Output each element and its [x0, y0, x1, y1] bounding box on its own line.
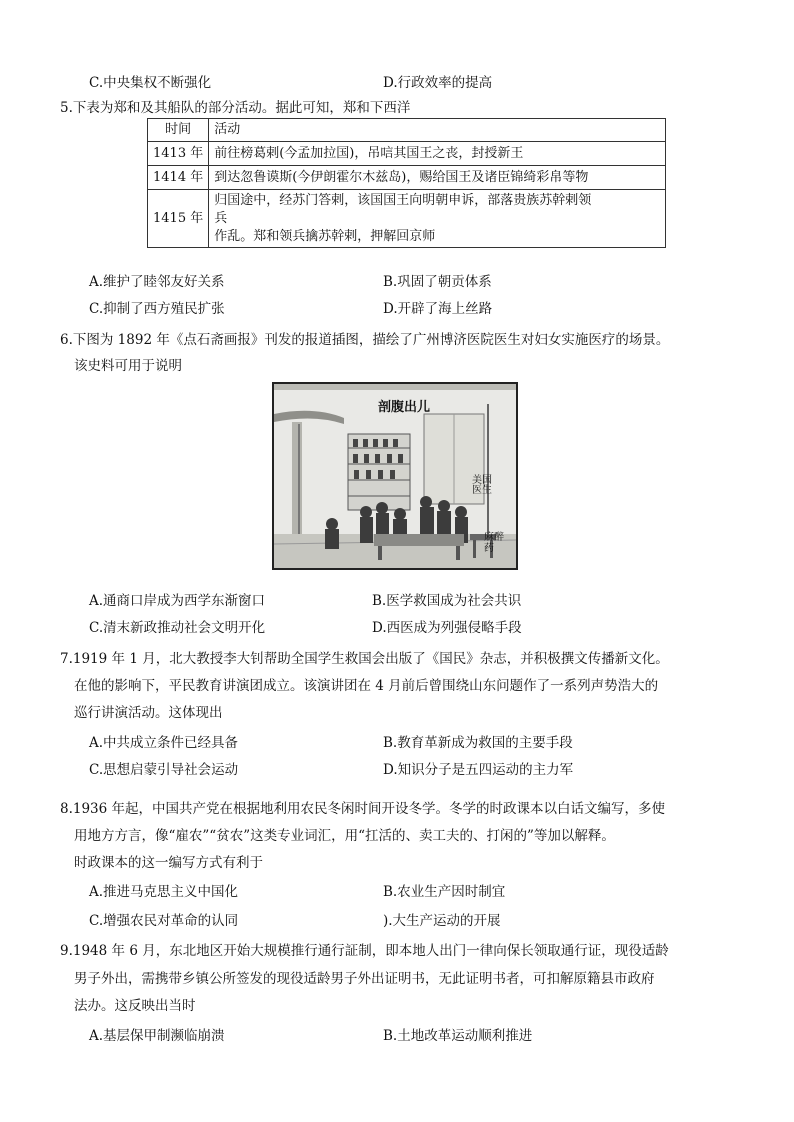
q7-option-c: C.思想启蒙引导社会运动 — [89, 762, 239, 778]
q6-illustration — [272, 382, 518, 570]
q8-option-c: C.增强农民对革命的认同 — [89, 913, 239, 929]
table-row — [148, 190, 666, 248]
q9-stem-line-2: 男子外出，需携带乡镇公所签发的现役适龄男子外出证明书，无此证明书者，可扣解原籍县市政府 — [74, 971, 655, 987]
table-cell-activity: 前往榜葛剌(今孟加拉国)，吊唁其国王之丧，封授新王 — [209, 142, 666, 166]
activity-line-1: 归国途中，经苏门答剌，该国国王向明朝申诉，部落贵族苏幹剌领 — [214, 192, 592, 208]
q9-stem-line-1: 9.1948 年 6 月，东北地区开始大规模推行通行証制，即本地人出门一律向保长领取通行证，现役适龄 — [60, 943, 669, 959]
table-cell-activity — [209, 190, 666, 248]
label-anesthetic: 麻醉药 — [484, 532, 504, 554]
q5-activity-table — [147, 118, 666, 248]
activity-line-3: 作乱。郑和领兵擒苏幹剌，押解回京师 — [214, 228, 436, 244]
q5-option-c: C.抑制了西方殖民扩张 — [89, 301, 225, 317]
illustration-title: 剖腹出儿 — [378, 400, 431, 415]
q6-option-a: A.通商口岸成为西学东渐窗口 — [89, 593, 266, 609]
q8-option-d: ).大生产运动的开展 — [383, 913, 501, 929]
q7-stem-line-1: 7.1919 年 1 月，北大教授李大钊帮助全国学生救国会出版了《国民》杂志，并积极撰文传播新文化。 — [60, 651, 669, 667]
table-cell-year: 1413 年 — [148, 142, 209, 166]
q7-option-a: A.中共成立条件已经具备 — [89, 735, 239, 751]
q6-stem-line-1: 6.下图为 1892 年《点石斋画报》刊发的报道插图，描绘了广州博济医院医生对妇女实施医疗的场景。 — [60, 332, 670, 348]
table-cell-year: 1415 年 — [148, 190, 209, 248]
q4-option-c: C.中央集权不断强化 — [89, 75, 212, 91]
table-cell-activity: 到达忽鲁谟斯(今伊朗霍尔木兹岛)，赐给国王及诸臣锦绮彩帛等物 — [209, 166, 666, 190]
table-header-row — [148, 119, 666, 142]
q9-option-b: B.土地改革运动顺利推进 — [383, 1028, 533, 1044]
q8-stem-line-3: 时政课本的这一编写方式有利于 — [74, 855, 263, 871]
table-row — [148, 166, 666, 190]
q5-option-a: A.维护了睦邻友好关系 — [89, 274, 225, 290]
q8-option-a: A.推进马克思主义中国化 — [89, 884, 239, 900]
label-doctor: 美国医生 — [472, 475, 492, 496]
q5-option-b: B.巩固了朝贡体系 — [383, 274, 492, 290]
table-header-time: 时间 — [148, 119, 209, 142]
q8-option-b: B.农业生产因时制宜 — [383, 884, 506, 900]
table-cell-year: 1414 年 — [148, 166, 209, 190]
q8-stem-line-1: 8.1936 年起，中国共产党在根据地利用农民冬闲时间开设冬学。冬学的时政课本以白话文编写，多使 — [60, 801, 666, 817]
q6-stem-line-2: 该史料可用于说明 — [74, 358, 182, 374]
activity-line-2: 兵 — [214, 210, 228, 226]
q6-option-c: C.清末新政推动社会文明开化 — [89, 620, 266, 636]
table-row — [148, 142, 666, 166]
q7-option-d: D.知识分子是五四运动的主力军 — [383, 762, 574, 778]
q5-option-d: D.开辟了海上丝路 — [383, 301, 493, 317]
q8-stem-line-2: 用地方方言，像“雇农”“贫农”这类专业词汇，用“扛活的、卖工夫的、打闲的”等加以解释。 — [74, 828, 615, 844]
q4-option-d: D.行政效率的提高 — [383, 75, 493, 91]
q7-stem-line-3: 巡行讲演活动。这体现出 — [74, 705, 223, 721]
q9-stem-line-3: 法办。这反映出当时 — [74, 998, 196, 1014]
q9-option-a: A.基层保甲制濒临崩溃 — [89, 1028, 225, 1044]
q6-option-d: D.西医成为列强侵略手段 — [372, 620, 522, 636]
q7-stem-line-2: 在他的影响下，平民教育讲演团成立。该演讲团在 4 月前后曾围绕山东问题作了一系列声势浩大的 — [74, 678, 659, 694]
table-header-activity: 活动 — [209, 119, 666, 142]
q7-option-b: B.教育革新成为救国的主要手段 — [383, 735, 573, 751]
q6-option-b: B.医学救国成为社会共识 — [372, 593, 522, 609]
q5-stem: 5.下表为郑和及其船队的部分活动。据此可知，郑和下西洋 — [60, 100, 411, 116]
